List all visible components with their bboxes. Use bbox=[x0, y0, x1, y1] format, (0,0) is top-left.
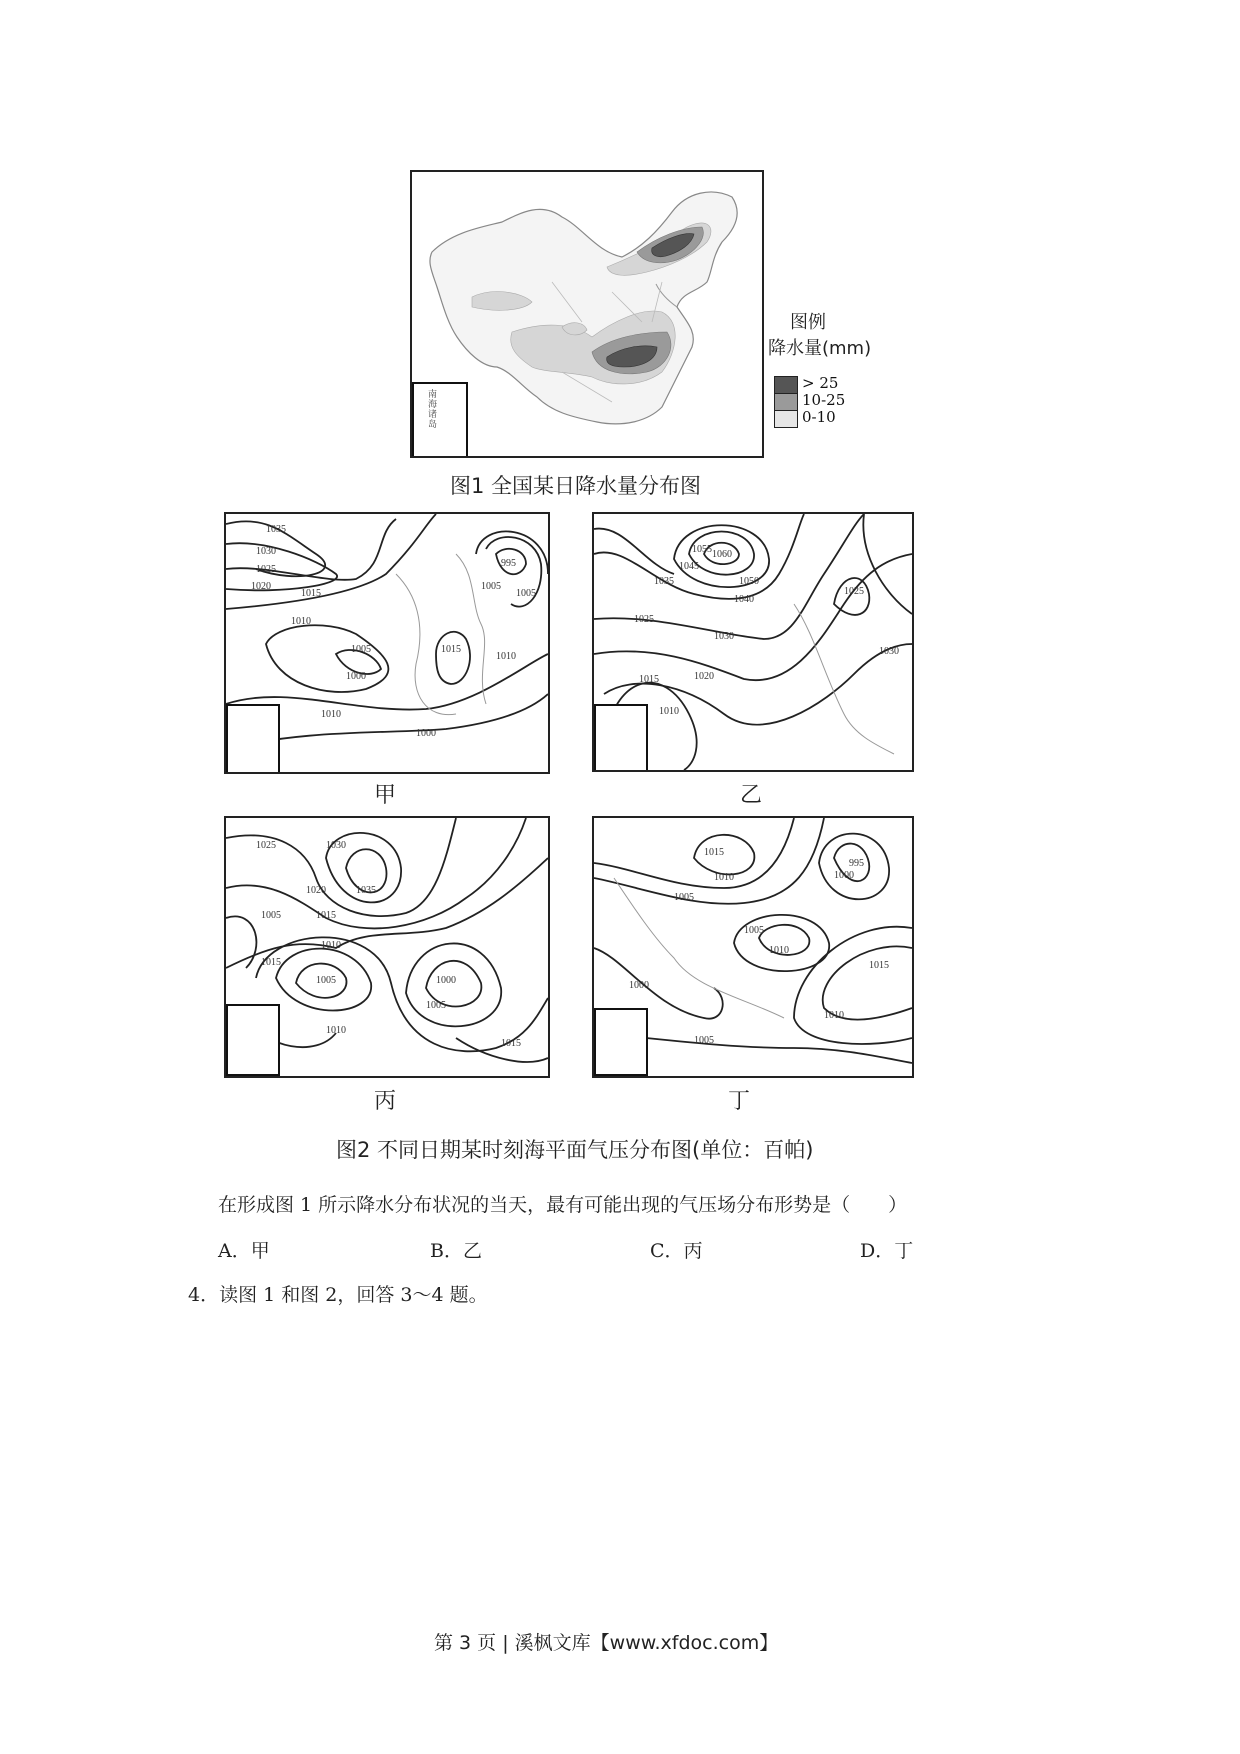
south-china-sea-inset bbox=[594, 704, 648, 772]
isobar-label: 1030 bbox=[879, 646, 899, 657]
isobar-label: 1055 bbox=[692, 544, 712, 555]
legend-subtitle: 降水量(mm) bbox=[768, 338, 872, 359]
panel-label-ding: 丁 bbox=[728, 1089, 751, 1114]
inset-label: 南海诸岛 bbox=[428, 390, 438, 430]
isobar-label: 1015 bbox=[441, 644, 461, 655]
isobar-label: 1025 bbox=[844, 586, 864, 597]
isobar-label: 1005 bbox=[351, 644, 371, 655]
isobar-label: 1000 bbox=[346, 671, 366, 682]
isobar-label: 1005 bbox=[744, 925, 764, 936]
isobar-label: 1035 bbox=[266, 524, 286, 535]
isobar-label: 995 bbox=[849, 858, 864, 869]
figure2-caption: 图2 不同日期某时刻海平面气压分布图(单位：百帕) bbox=[336, 1138, 814, 1162]
isobar-label: 1010 bbox=[321, 709, 341, 720]
isobar-label: 1025 bbox=[256, 840, 276, 851]
south-china-sea-inset bbox=[226, 704, 280, 774]
panel-label-jia: 甲 bbox=[374, 783, 397, 808]
isobar-label: 1010 bbox=[769, 945, 789, 956]
legend-label-moderate: 10-25 bbox=[802, 391, 846, 409]
isobar-label: 1000 bbox=[834, 870, 854, 881]
panel-yi-map bbox=[592, 512, 914, 772]
isobar-label: 1025 bbox=[634, 614, 654, 625]
option-b: B．乙 bbox=[430, 1240, 482, 1262]
legend-swatch-heavy bbox=[774, 376, 798, 394]
isobar-label: 1015 bbox=[301, 588, 321, 599]
south-china-sea-inset bbox=[594, 1008, 648, 1076]
legend-label-light: 0-10 bbox=[802, 408, 836, 426]
isobar-label: 1005 bbox=[316, 975, 336, 986]
option-c: C．丙 bbox=[650, 1240, 703, 1262]
isobar-label: 1015 bbox=[639, 674, 659, 685]
option-a: A．甲 bbox=[218, 1240, 270, 1262]
panel-bing-map bbox=[224, 816, 550, 1078]
isobar-label: 1020 bbox=[306, 885, 326, 896]
isobar-label: 1010 bbox=[659, 706, 679, 717]
isobar-label: 1040 bbox=[734, 594, 754, 605]
isobar-label: 1015 bbox=[501, 1038, 521, 1049]
figure1-caption: 图1 全国某日降水量分布图 bbox=[450, 474, 702, 498]
isobar-label: 1045 bbox=[679, 561, 699, 572]
isobar-label: 1010 bbox=[824, 1010, 844, 1021]
isobar-label: 1010 bbox=[291, 616, 311, 627]
isobar-label: 1030 bbox=[256, 546, 276, 557]
isobar-label: 1025 bbox=[256, 564, 276, 575]
isobar-label: 1035 bbox=[654, 576, 674, 587]
isobar-label: 1005 bbox=[516, 588, 536, 599]
isobar-label: 1010 bbox=[714, 872, 734, 883]
legend-swatch-light bbox=[774, 410, 798, 428]
isobar-label: 1015 bbox=[261, 957, 281, 968]
isobar-label: 1005 bbox=[426, 1000, 446, 1011]
option-d: D．丁 bbox=[860, 1240, 914, 1262]
south-china-sea-inset bbox=[412, 382, 468, 458]
panel-label-bing: 丙 bbox=[374, 1089, 397, 1114]
isobar-label: 1015 bbox=[704, 847, 724, 858]
isobar-label: 1005 bbox=[481, 581, 501, 592]
south-china-sea-inset bbox=[226, 1004, 280, 1076]
page-footer: 第 3 页 | 溪枫文库【www.xfdoc.com】 bbox=[434, 1632, 779, 1654]
legend-swatch-moderate bbox=[774, 393, 798, 411]
isobar-label: 1005 bbox=[694, 1035, 714, 1046]
isobar-label: 1035 bbox=[356, 885, 376, 896]
question4-stem: 4．读图 1 和图 2，回答 3～4 题。 bbox=[188, 1284, 488, 1306]
isobar-label: 1030 bbox=[714, 631, 734, 642]
isobar-label: 1020 bbox=[694, 671, 714, 682]
figure1-map bbox=[410, 170, 764, 458]
question3-stem: 在形成图 1 所示降水分布状况的当天，最有可能出现的气压场分布形势是（ ） bbox=[218, 1194, 908, 1216]
isobar-label: 1010 bbox=[321, 940, 341, 951]
isobar-label: 1000 bbox=[436, 975, 456, 986]
figure1-legend bbox=[768, 308, 878, 432]
isobar-label: 1005 bbox=[674, 892, 694, 903]
isobar-label: 1000 bbox=[416, 728, 436, 739]
isobar-label: 1060 bbox=[712, 549, 732, 560]
isobar-label: 995 bbox=[501, 558, 516, 569]
isobar-label: 1015 bbox=[869, 960, 889, 971]
isobar-label: 1015 bbox=[316, 910, 336, 921]
panel-ding-map bbox=[592, 816, 914, 1078]
isobar-label: 1010 bbox=[496, 651, 516, 662]
isobar-label: 1000 bbox=[629, 980, 649, 991]
legend-title: 图例 bbox=[790, 312, 826, 333]
isobar-label: 1005 bbox=[261, 910, 281, 921]
panel-jia-map bbox=[224, 512, 550, 774]
isobar-label: 1030 bbox=[326, 840, 346, 851]
isobar-label: 1010 bbox=[326, 1025, 346, 1036]
panel-label-yi: 乙 bbox=[740, 783, 763, 808]
legend-label-heavy: > 25 bbox=[802, 374, 839, 392]
isobar-label: 1020 bbox=[251, 581, 271, 592]
isobar-label: 1050 bbox=[739, 576, 759, 587]
